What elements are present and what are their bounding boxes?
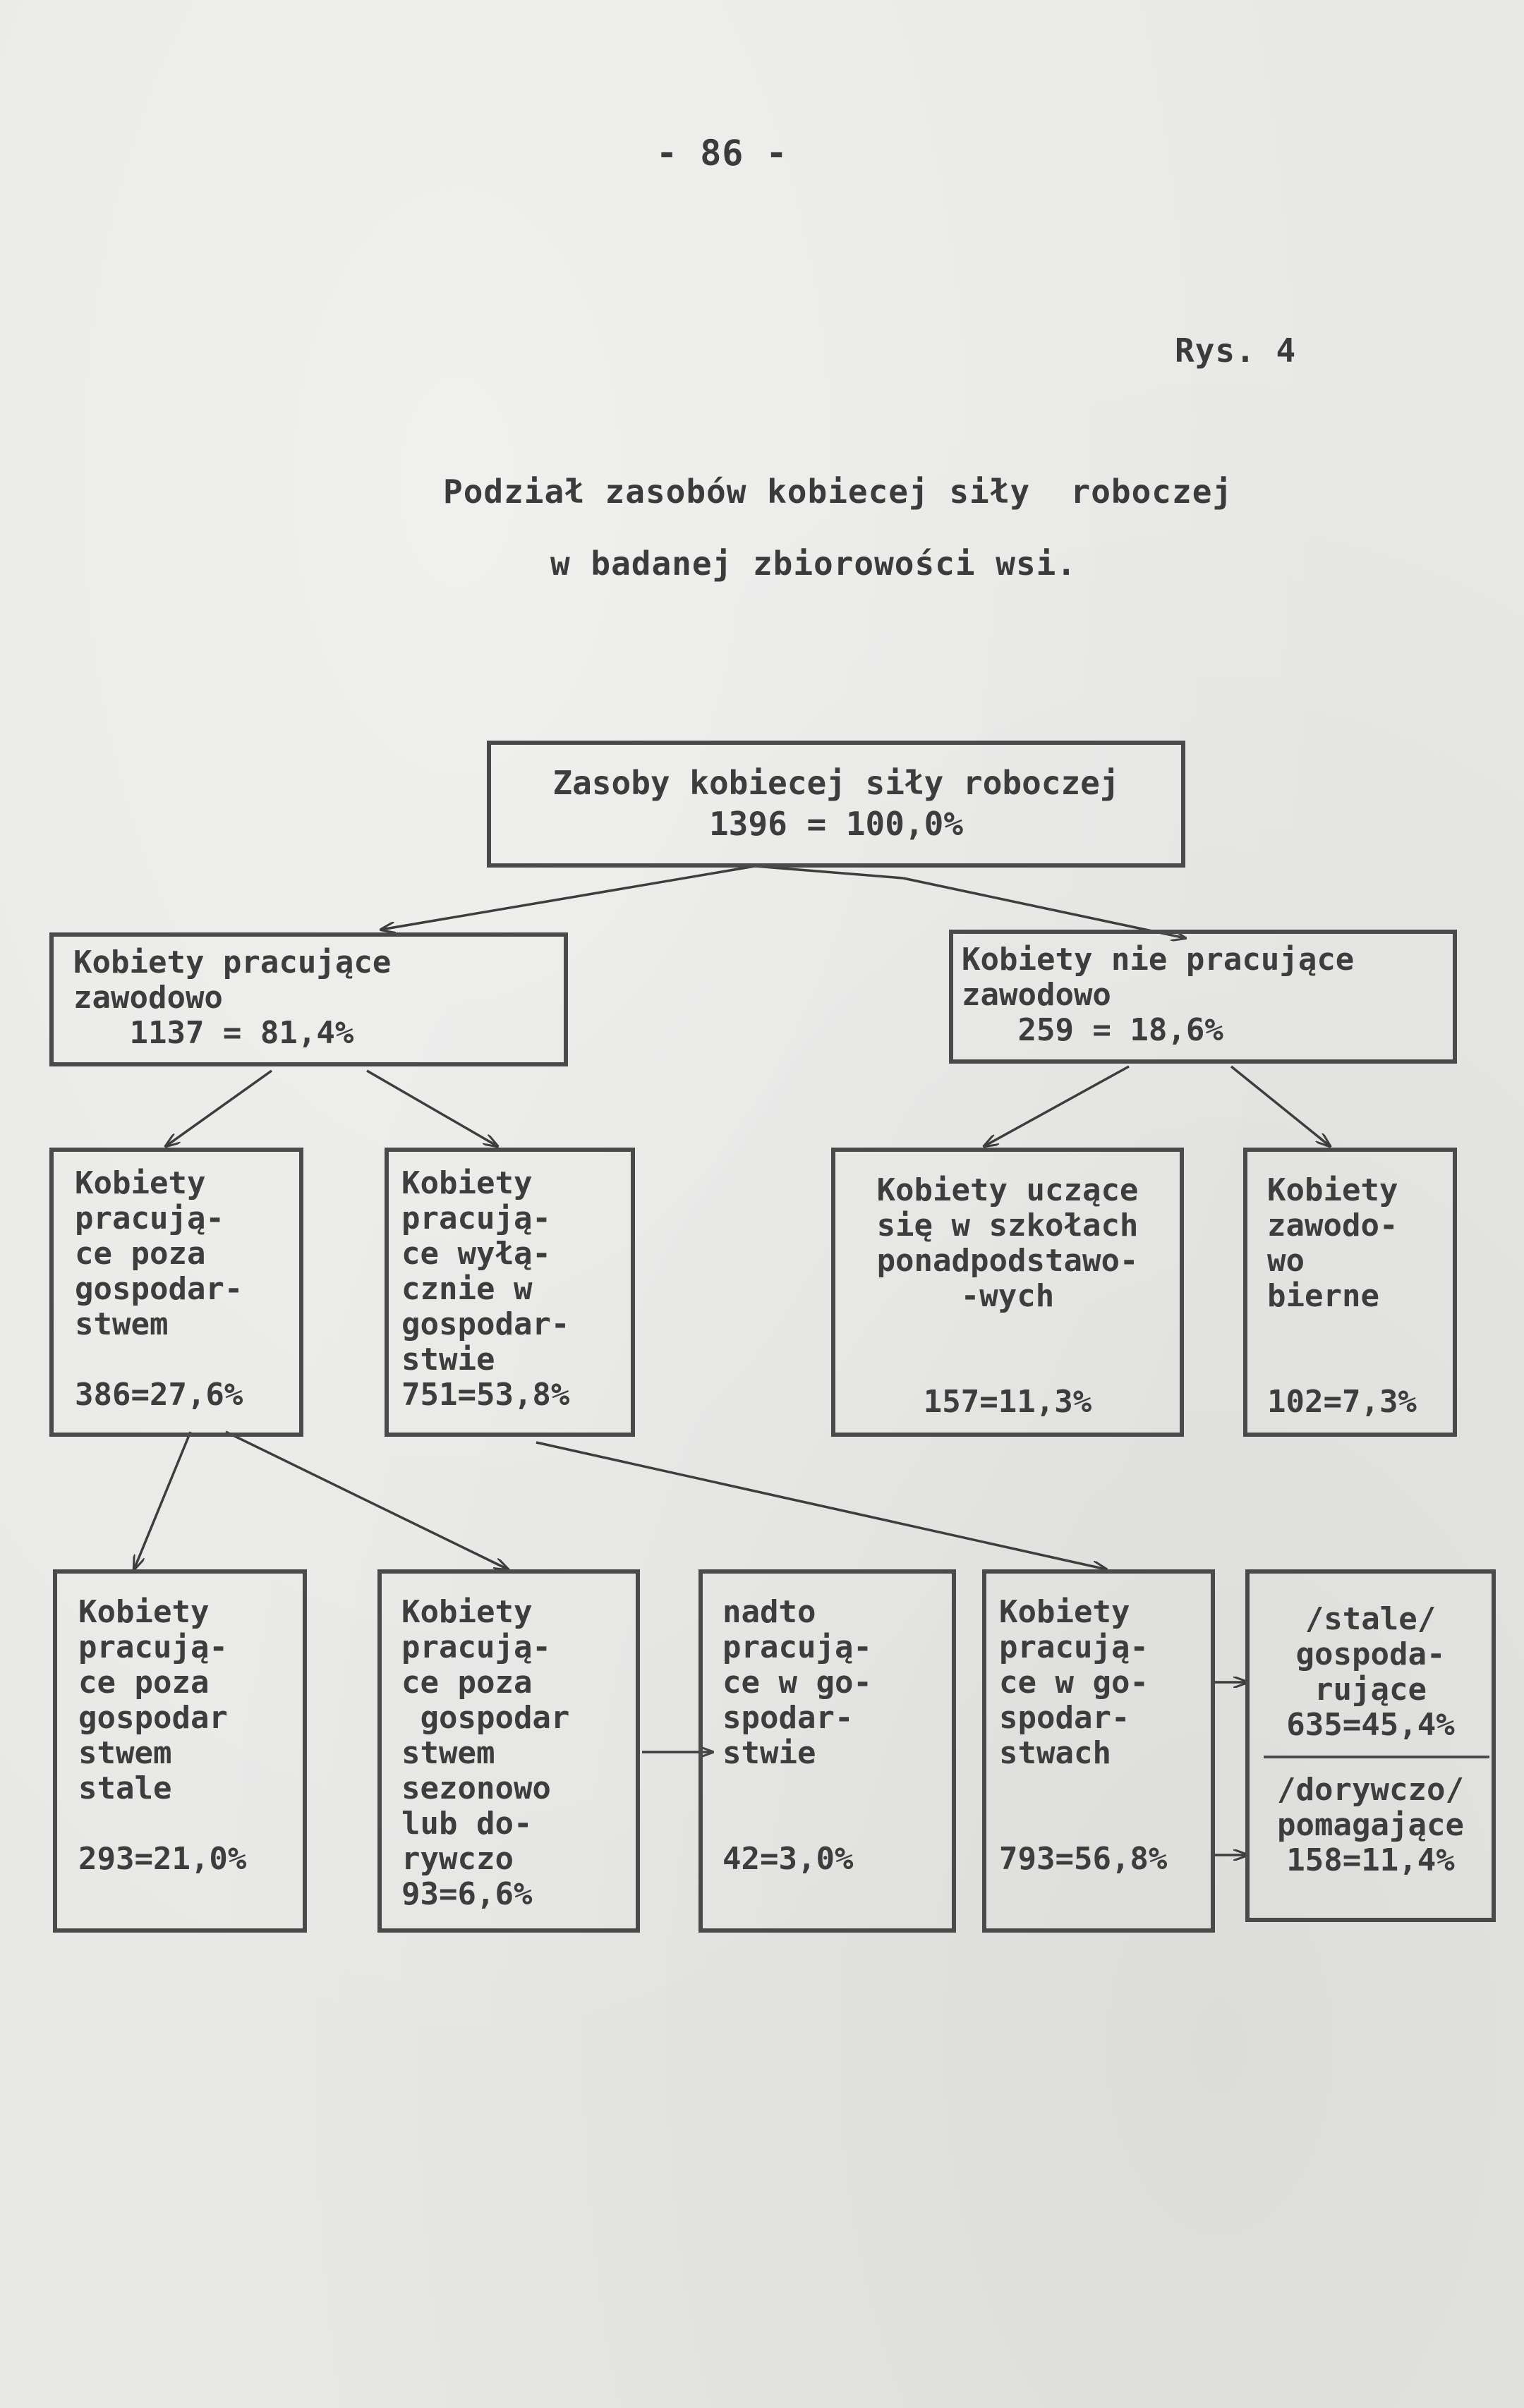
node-outside-seasonal-label: Kobiety pracują- ce poza gospodar stwem sezonowo lub do- rywczo 93=6,6% [401, 1594, 570, 1912]
node-outside-seasonal [377, 1569, 640, 1933]
node-outside-permanent-label: Kobiety pracują- ce poza gospodar stwem stale 293=21,0% [78, 1594, 247, 1877]
node-root-label: Zasoby kobiecej siły roboczej 1396 = 100,0% [552, 764, 1120, 843]
node-in-farms [982, 1569, 1215, 1933]
node-also-farm-label: nadto pracują- ce w go- spodar- stwie 42=3,0% [722, 1594, 872, 1877]
node-working-label: Kobiety pracujące zawodowo 1137 = 81,4% [73, 944, 392, 1051]
edge-not-working-inactive [1231, 1066, 1330, 1146]
node-only-farm [385, 1148, 635, 1437]
edge-working-only-farm [367, 1071, 497, 1146]
node-root [487, 741, 1185, 868]
node-farm-permanent-label: /stale/ gospoda- rujące 635=45,4% [1286, 1601, 1455, 1743]
edge-only-farm-in-farms [536, 1442, 1106, 1569]
node-inactive-label: Kobiety zawodo- wo bierne 102=7,3% [1267, 1172, 1417, 1420]
node-not-working-label: Kobiety nie pracujące zawodowo 259 = 18,6% [962, 942, 1355, 1048]
node-not-working [949, 930, 1457, 1064]
node-only-farm-label: Kobiety pracują- ce wyłą- cznie w gospodar- stwie 751=53,8% [401, 1165, 570, 1413]
node-in-farms-breakdown [1245, 1569, 1496, 1922]
edge-working-outside [166, 1071, 272, 1146]
edge-outside-permanent [134, 1432, 190, 1569]
figure-title-line-1: Podział zasobów kobiecej siły roboczej [443, 473, 1233, 511]
edge-root-drop [755, 866, 903, 878]
node-students-label: Kobiety uczące się w szkołach ponadpodstawo- -wych 157=11,3% [876, 1172, 1139, 1420]
edge-root-working [381, 866, 755, 930]
edge-not-working-students [984, 1066, 1129, 1146]
figure-title-line-2: w badanej zbiorowości wsi. [550, 545, 1077, 583]
edge-outside-seasonal [226, 1432, 508, 1569]
breakdown-divider [1264, 1756, 1489, 1758]
page-number: - 86 - [656, 133, 788, 174]
node-outside-farm-label: Kobiety pracują- ce poza gospodar- stwem 386=27,6% [75, 1165, 243, 1413]
node-outside-farm [49, 1148, 303, 1437]
figure-label: Rys. 4 [1175, 332, 1297, 370]
node-also-farm [698, 1569, 956, 1933]
node-working [49, 932, 568, 1066]
node-inactive [1243, 1148, 1457, 1437]
node-in-farms-label: Kobiety pracują- ce w go- spodar- stwach 793=56,8% [999, 1594, 1168, 1877]
node-farm-occasional-label: /dorywczo/ pomagające 158=11,4% [1277, 1772, 1464, 1878]
node-outside-permanent [53, 1569, 307, 1933]
node-students [831, 1148, 1184, 1437]
